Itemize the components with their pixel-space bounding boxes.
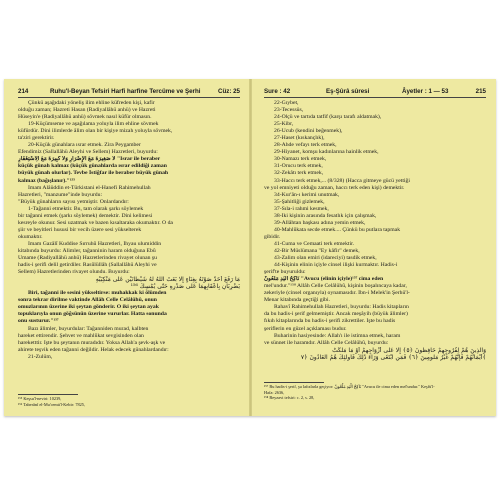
left-page-header — [18, 88, 240, 97]
text-line: büyük günah olurlar). Tevbe İstiğfar ile beraber büyük günah — [18, 170, 169, 177]
text-line: 37-Sıla-i rahmi kesmek, — [274, 205, 329, 212]
text-line: topuklarıyla onun göğsünün üzerine vururlar. Hatta sonunda — [18, 311, 167, 318]
text-line: ahirete teşvik eden tağanni değildir. Helak edecek günahlardandır: — [18, 346, 169, 353]
footnote: ¹⁵⁶ Taberânî el-Mu'cemü'l-Kebir: 7825, — [18, 401, 86, 407]
text-line: 42-Bir Müslümana "Ey kâfir" demek, — [274, 247, 360, 254]
text-line: kesreyle okunur. Sesi uzatmak ve bazen kısaltaraka okumaktır. O da — [18, 219, 173, 226]
text-line: 19-Küçümseme ve aşağılama yoluyla ilim ehline sövmek — [28, 121, 159, 128]
right-page-number: 215 — [475, 88, 486, 95]
text-line: omuzlarının üzerine iki şeytan gönderir. O iki şeytan ayak — [18, 304, 159, 311]
text-line: okumaktır. — [18, 233, 43, 240]
right-footnotes — [264, 384, 486, 401]
text-line: 32-Zekâtı terk etmek, — [274, 170, 324, 177]
text-line: 44-Kişinin elinin içiyle cinsel ilişki kurmaktır. Hadis-i — [274, 262, 398, 269]
text-line: أَيْمَانُهُمْ فَإِنَّهُمْ غَيْرُ مَلُومِينَ ﴿٦﴾ فَمَنِ ابْتَغَى وَرَاءَ ذَٰلِكَ فَأُولَٰئِكَ هُمُ الْعَادُونَ ﴿٧﴾ — [300, 353, 486, 361]
text-line: Menar kitabında geçtiği gibi. — [264, 297, 331, 304]
left-header-volume: Cüz: 25 — [217, 88, 240, 95]
text-line: hareketttir. İşte bu şeytanın muradıdır. Yoksa Allah'a şevk-aşk ve — [18, 339, 166, 346]
left-header-title: Ruhu'l-Beyan Tefsiri Harfi harfine Tercüme ve Şerhi — [50, 88, 201, 95]
text-line: "Büyük günahların sayısı yetmiştir. Onlardandır: — [18, 198, 129, 205]
text-line: 33-Haccı terk etmek,... (8/328) (Hacca gitmeye gücü yettiği — [274, 177, 410, 184]
text-line: küfürdür. Dini ilimlerde âlim olan bir kişiye mizah yoluyla sövmek, — [18, 128, 173, 135]
right-header-rule — [264, 97, 486, 98]
right-header-sure: Sure : 42 — [264, 88, 291, 95]
text-line: küçük günah kalmaz (küçük günahlarda ısrar edildiği zaman — [18, 163, 167, 170]
text-line: Hazretleri, "manzume"inde buyurdu: — [18, 191, 103, 198]
text-line: 25-Kibr, — [274, 121, 294, 128]
text-line: 24-Ölçü ve tartıda tatfif (karşı tarafı aldatmak), — [274, 114, 382, 121]
text-line: 34-Kur'ân-ı kerimi unutmak, — [274, 191, 340, 198]
left-page — [4, 79, 249, 416]
text-line: 21-Zulüm, — [28, 353, 53, 360]
text-line: 20-Küçük günahlara ısrar etmek. Zira Peygamber — [28, 142, 141, 149]
footnote: ¹⁵⁷ Bu hadis-i şerif, şu lafızlarla geçiyor: نَاكِحُ الْيَدِ مَلْعُونٌ "Avucu ile cima eden mel'undur." Keşfü'l- — [264, 384, 435, 389]
text-line: şerif'te buyuruldu: — [264, 269, 306, 276]
text-line: ve yol emniyeti olduğu zaman, haccı terk eden kişi) demektir. — [264, 184, 405, 191]
text-line: مَا رَفَعَ أَحَدٌ صَوْتَهُ بِغِنَاءٍ إِلَّا بَعَثَ اللّٰهُ لَهُ شَيْطَانَيْنِ عَلَى مَنْكِبَيْهِ — [95, 276, 240, 284]
footnote: ¹⁵⁵ Keşsu'l-neviri: 10239, — [18, 396, 62, 401]
text-line: mel'undur."¹⁵⁸ Allâh Celle Celâlühû, kişinin boşalıncaya kadar, — [264, 283, 407, 290]
text-line: bir tağanni etmek (şarkı söylemek) demektir. Dini kelimesi — [18, 212, 153, 219]
text-line: 26-Ucub (kendini beğenmek), — [274, 128, 343, 135]
text-line: 28-Ahde vefayı terk etmek, — [274, 142, 337, 149]
text-line: 43-Zalim olan emiri (idareciyi) tasdik etmek, — [274, 255, 377, 262]
text-line: 22-Gıybet, — [274, 100, 299, 106]
text-line: şiir ve beyitleri hususi bir vecih üzere sesi yükselterek — [18, 226, 142, 233]
left-footnotes — [18, 396, 240, 407]
text-line: İmam Alâüddin et-Türkistani el-Hanefi Rahimehullah — [28, 184, 151, 191]
text-line: 23-Tecessüs, — [274, 107, 304, 114]
text-line: Efendimiz (Sallallâhü Aleyhi ve Sellem) Hazretleri, buyurdu: — [18, 149, 158, 156]
text-line: 31-Orucu terk etmek, — [274, 163, 323, 170]
right-footnote-rule — [264, 382, 324, 383]
text-line: sonra tekrar dirilme vaktinde Allâh Celle Celâlühû, onun — [18, 297, 157, 304]
text-line: 1-Tağanni etmektir. Bu, tam olarak şarkı söylemek — [28, 205, 144, 212]
right-page — [252, 79, 496, 416]
text-line: İmam Gazâlî Kuddise Sırruhû Hazretleri, İhyau ulumiddin — [28, 240, 162, 247]
text-line: ta'ziri gerektirir. — [18, 135, 55, 142]
text-line: kitabında buyurdu: Âlimler, tağanninin haram olduğuna Ebû — [18, 247, 156, 254]
text-line: şeriflerin en güzel açıklaması budur. — [264, 325, 347, 332]
text-line: Biri, tağanni ile sesini yükseltirse: muhakkak ki ölümden — [28, 290, 167, 297]
text-line: Hüseyin'e (Radiyallâhü anhü) sövmek nasıl küfür olmasın. — [18, 114, 152, 121]
text-line: zekeriyle (cinsel organıyla) oynamasıdır. İbn-i Melek'in Şerhü'l- — [264, 290, 410, 297]
text-line: gibidir. — [264, 233, 281, 240]
text-line: نَاكِحُ الْيَدِ مَلْعُونٌ "Avucu (elinin içiyle)¹⁵⁷ cima eden — [264, 276, 384, 283]
text-line: لَا صَغِيرَةَ مَعَ الْإِصْرَارِ وَلَا كَبِيرَةَ مَعَ الِاسْتِغْفَارِ "Israr ile beraber — [18, 156, 161, 163]
text-line: da bu hadis-i şerif gelmemiştir. Ancak meşâyih (büyük âlimler) — [264, 311, 408, 318]
text-line: 35-Şahitliği gizlemek, — [274, 198, 325, 205]
right-page-body — [264, 100, 486, 361]
text-line: Bazı âlimler, buyurdular: Tağanniden murad, kalbten — [28, 325, 149, 332]
text-line: hadis-i şerifi delil getirdiler. Rasûlüllâh (Sallallâhü Aleyhi ve — [18, 262, 157, 269]
text-line: Rahavî Rahimehullah Hazretleri, buyurdu: Hadis kitapların — [274, 304, 409, 311]
text-line: fıkıh kitaplarında bu hadis-i şerifi zikrettiler. İşte bu hadis — [264, 318, 396, 325]
text-line: Buharinin hasiyesinde: Allah'ı ile istimna etmek, haram — [274, 332, 401, 339]
text-line: وَالَّذِينَ هُمْ لِفُرُوجِهِمْ حَافِظُونَ ﴿٥﴾ إِلَّا عَلَى أَزْوَاجِهِمْ أَوْ مَا مَلَكَتْ — [332, 346, 486, 354]
left-footnote-rule — [18, 394, 78, 395]
text-line: onu susturur."¹⁵⁷ — [18, 318, 59, 325]
text-line: 27-Haset (kıskançlık), — [274, 135, 325, 142]
text-line: Çünkü aşağıdaki yöneliş ilim ehline küfreden kişi, kafir — [28, 100, 155, 106]
text-line: ve sünnet ile haramdır. Allâh Celle Celâlühû, buyurdu: — [264, 339, 389, 346]
footnote: Hafa: 2636, — [264, 389, 285, 395]
right-page-header — [264, 88, 486, 97]
text-line: 30-Namazı terk etmek, — [274, 156, 327, 163]
footnote: ¹⁵⁸ Beyzavi tefsiri: c. 2, s. 28, — [264, 395, 315, 400]
open-book — [4, 79, 496, 416]
left-page-number: 214 — [18, 88, 29, 95]
text-line: Umame (Radiyallâhü anhü) Hazretlerinden rivayet olunan şu — [18, 255, 157, 262]
text-line: 39-Allâhtan başkası adına yemin etmek, — [274, 219, 366, 226]
text-line: Sellem) Hazretlerinden rivayet olundu. Buyurdu: — [18, 269, 130, 276]
text-line: hareket ettirendir. Şehvet ve mahlûkat sevgisinden olan — [18, 332, 144, 339]
right-header-ayet: Âyetler : 1 — 53 — [402, 88, 449, 95]
right-header-title: Eş-Şûrâ sûresi — [326, 88, 370, 95]
text-line: 41-Cuma ve Cemaati terk etmektir. — [274, 240, 355, 247]
left-page-body — [18, 100, 240, 361]
text-line: 38-İki kişinin arasında fesatlık için çalışmak, — [274, 212, 377, 219]
text-line: kalmaz (bağışlanır)."¹⁵⁵ — [18, 177, 75, 184]
left-header-rule — [18, 97, 240, 98]
text-line: olduğu zaman; Hazreti Hasan (Radiyallâhü anhü) ve Hazreti — [18, 107, 156, 114]
text-line: 29-Hiyanet, komşu kadınlarına hainlik etmek, — [274, 149, 379, 156]
text-line: 40-Mahlûkata secde etmek.... Çünkü bu putlara tapmak — [274, 226, 401, 233]
text-line: يَضْرِبَانِ بِأَعْقَابِهِمَا عَلَى صَدْرِهِ حَتَّى يُمْسِكَ ¹⁵⁶ — [130, 283, 240, 291]
